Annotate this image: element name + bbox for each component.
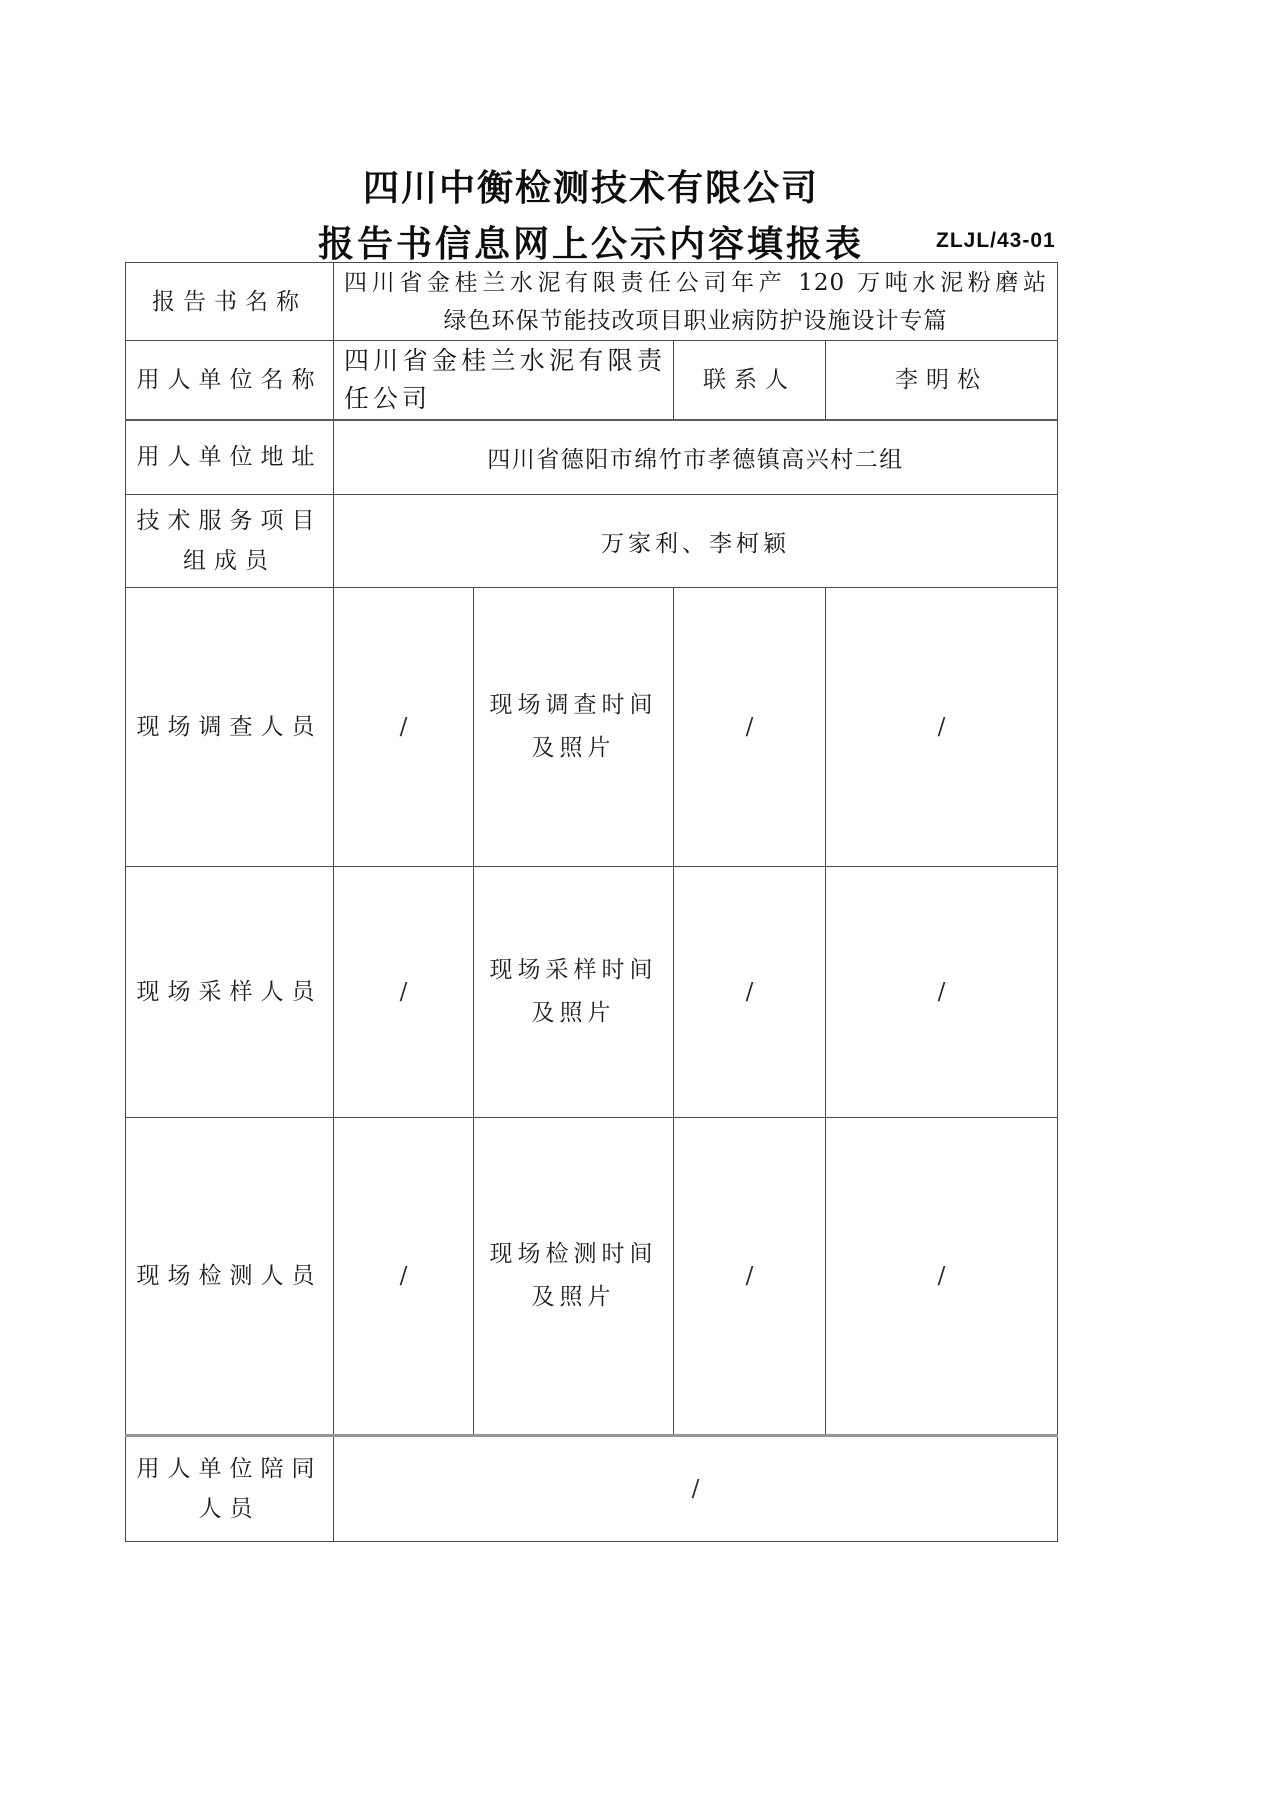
testing-person-label: 现场检测人员 — [126, 1118, 334, 1436]
row-site-survey — [126, 588, 1058, 867]
survey-person-label: 现场调查人员 — [126, 588, 334, 867]
accompany-label: 用人单位陪同人员 — [126, 1436, 334, 1542]
sampling-photo-value: / — [826, 867, 1058, 1118]
team-members-value: 万家利、李柯颖 — [334, 495, 1058, 588]
row-employer-address — [126, 420, 1058, 495]
team-members-label: 技术服务项目组成员 — [126, 495, 334, 588]
contact-label: 联系人 — [674, 341, 826, 420]
row-report-name — [126, 263, 1058, 341]
employer-name-value: 四川省金桂兰水泥有限责任公司 — [344, 345, 666, 413]
accompany-value: / — [334, 1436, 1058, 1542]
survey-photo-value: / — [826, 588, 1058, 867]
employer-address-label: 用人单位地址 — [126, 420, 334, 495]
row-site-testing — [126, 1118, 1058, 1436]
row-accompany — [126, 1436, 1058, 1542]
row-team-members — [126, 495, 1058, 588]
row-employer-name — [126, 341, 1058, 420]
employer-name-value-cell — [334, 341, 674, 420]
employer-address-value: 四川省德阳市绵竹市孝德镇高兴村二组 — [334, 420, 1058, 495]
testing-photo-value: / — [826, 1118, 1058, 1436]
company-title: 四川中衡检测技术有限公司 — [362, 167, 819, 208]
survey-person-value: / — [334, 588, 474, 867]
report-name-value-cell — [334, 263, 1058, 341]
sampling-person-value: / — [334, 867, 474, 1118]
testing-time-value: / — [674, 1118, 826, 1436]
sampling-time-label: 现场采样时间及照片 — [474, 867, 674, 1118]
testing-person-value: / — [334, 1118, 474, 1436]
testing-time-label: 现场检测时间及照片 — [474, 1118, 674, 1436]
report-info-table — [125, 262, 1058, 1542]
report-name-label: 报告书名称 — [126, 263, 334, 341]
row-site-sampling — [126, 867, 1058, 1118]
form-title: 报告书信息网上公示内容填报表 — [317, 223, 864, 264]
report-name-value-line1: 四川省金桂兰水泥有限责任公司年产 120 万吨水泥粉磨站 — [344, 269, 1048, 296]
survey-time-value: / — [674, 588, 826, 867]
sampling-time-value: / — [674, 867, 826, 1118]
sampling-person-label: 现场采样人员 — [126, 867, 334, 1118]
contact-value: 李明松 — [826, 341, 1058, 420]
employer-name-label: 用人单位名称 — [126, 341, 334, 420]
report-name-value-line2: 绿色环保节能技改项目职业病防护设施设计专篇 — [443, 307, 948, 334]
survey-time-label: 现场调查时间及照片 — [474, 588, 674, 867]
form-code: ZLJL/43-01 — [936, 229, 1056, 252]
